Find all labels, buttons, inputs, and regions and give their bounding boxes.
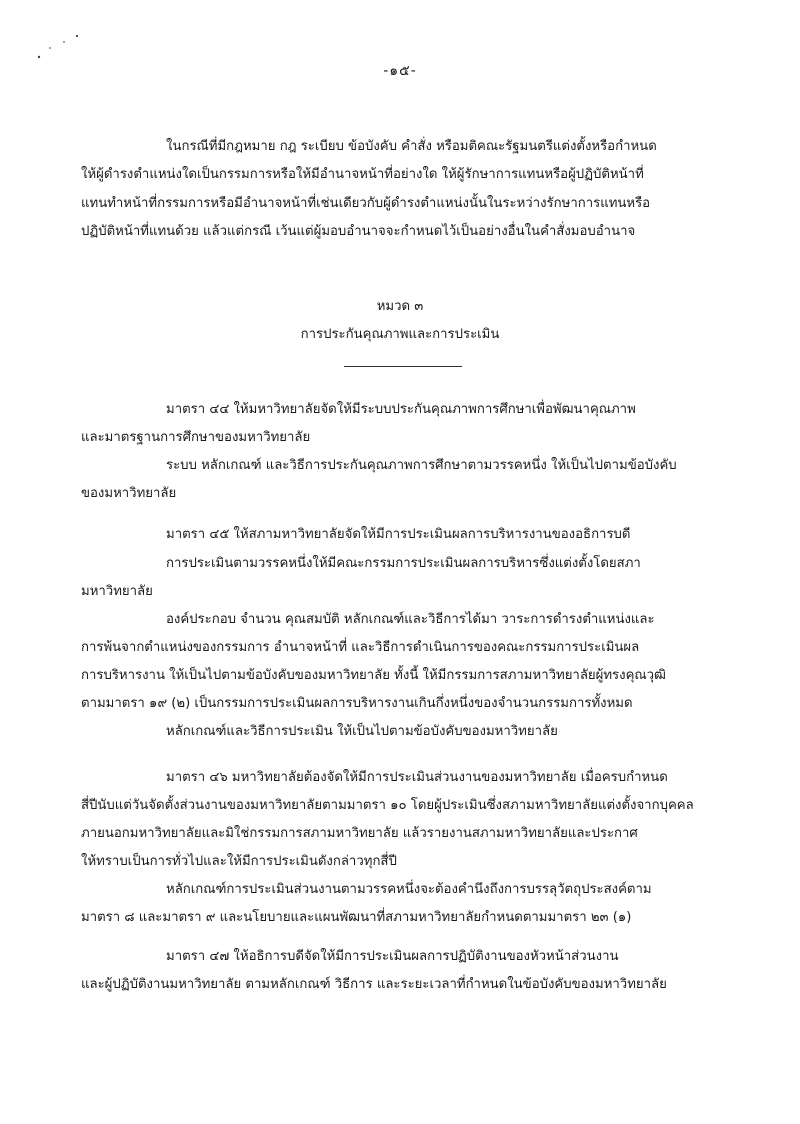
section-47-line: มาตรา ๔๗ ให้อธิการบดีจัดให้มีการประเมินผลการปฏิบัติงานของหัวหน้าส่วนงาน xyxy=(166,949,619,964)
section-45-line: การพ้นจากตำแหน่งของกรรมการ อำนาจหน้าที่ และวิธีการดำเนินการของคณะกรรมการประเมินผล xyxy=(81,640,640,655)
section-45-line: องค์ประกอบ จำนวน คุณสมบัติ หลักเกณฑ์และวิธีการได้มา วาระการดำรงตำแหน่งและ xyxy=(166,612,655,627)
section-46-line: ให้ทราบเป็นการทั่วไปและให้มีการประเมินดังกล่าวทุกสี่ปี xyxy=(81,854,397,869)
section-45-line: ตามมาตรา ๑๙ (๒) เป็นกรรมการประเมินผลการบริหารงานเกินกึ่งหนึ่งของจำนวนกรรมการทั้งหมด xyxy=(81,696,633,711)
section-45-line: มหาวิทยาลัย xyxy=(81,584,153,599)
section-45-line: หลักเกณฑ์และวิธีการประเมิน ให้เป็นไปตามข้อบังคับของมหาวิทยาลัย xyxy=(166,724,558,739)
scan-specks xyxy=(36,30,86,60)
section-44-line: ระบบ หลักเกณฑ์ และวิธีการประกันคุณภาพการศึกษาตามวรรคหนึ่ง ให้เป็นไปตามข้อบังคับ xyxy=(166,458,677,473)
section-46-line: มาตรา ๘ และมาตรา ๙ และนโยบายและแผนพัฒนาที่สภามหาวิทยาลัยกำหนดตามมาตรา ๒๓ (๑) xyxy=(81,910,632,925)
paragraph-line: ในกรณีที่มีกฎหมาย กฎ ระเบียบ ข้อบังคับ คำสั่ง หรือมติคณะรัฐมนตรีแต่งตั้งหรือกำหนด xyxy=(166,139,657,154)
paragraph-line: แทนทำหน้าที่กรรมการหรือมีอำนาจหน้าที่เช่นเดียวกับผู้ดำรงตำแหน่งนั้นในระหว่างรักษาการแทนหรือ xyxy=(81,196,651,211)
heading-divider xyxy=(344,366,462,367)
page-number: -๑๕- xyxy=(383,63,417,79)
paragraph-line: ปฏิบัติหน้าที่แทนด้วย แล้วแต่กรณี เว้นแต่ผู้มอบอำนาจจะกำหนดไว้เป็นอย่างอื่นในคำสั่งมอบอำนาจ xyxy=(81,224,636,239)
section-46-line: มาตรา ๔๖ มหาวิทยาลัยต้องจัดให้มีการประเมินส่วนงานของมหาวิทยาลัย เมื่อครบกำหนด xyxy=(166,770,668,785)
section-45-line: การบริหารงาน ให้เป็นไปตามข้อบังคับของมหาวิทยาลัย ทั้งนี้ ให้มีกรรมการสภามหาวิทยาลัยผู้ทรงคุณวุฒิ xyxy=(81,668,666,683)
section-46-line: สี่ปีนับแต่วันจัดตั้งส่วนงานของมหาวิทยาลัยตามมาตรา ๑๐ โดยผู้ประเมินซึ่งสภามหาวิทยาลัยแต่งตั้งจากบุคคล xyxy=(81,798,694,813)
section-44-line: มาตรา ๔๔ ให้มหาวิทยาลัยจัดให้มีระบบประกันคุณภาพการศึกษาเพื่อพัฒนาคุณภาพ xyxy=(166,402,636,417)
section-46-line: หลักเกณฑ์การประเมินส่วนงานตามวรรคหนึ่งจะต้องคำนึงถึงการบรรลุวัตถุประสงค์ตาม xyxy=(166,882,652,897)
chapter-number: หมวด ๓ xyxy=(376,299,424,314)
section-45-line: การประเมินตามวรรคหนึ่งให้มีคณะกรรมการประเมินผลการบริหารซึ่งแต่งตั้งโดยสภา xyxy=(166,556,641,571)
section-44-line: ของมหาวิทยาลัย xyxy=(81,486,177,501)
section-45-line: มาตรา ๔๕ ให้สภามหาวิทยาลัยจัดให้มีการประเมินผลการบริหารงานของอธิการบดี xyxy=(166,527,631,542)
section-47-line: และผู้ปฏิบัติงานมหาวิทยาลัย ตามหลักเกณฑ์ วิธีการ และระยะเวลาที่กำหนดในข้อบังคับของมหาวิทยาลัย xyxy=(81,977,667,992)
paragraph-line: ให้ผู้ดำรงตำแหน่งใดเป็นกรรมการหรือให้มีอำนาจหน้าที่อย่างใด ให้ผู้รักษาการแทนหรือผู้ปฏิบัติหน้าที่ xyxy=(81,167,644,182)
section-44-line: และมาตรฐานการศึกษาของมหาวิทยาลัย xyxy=(81,430,311,445)
section-46-line: ภายนอกมหาวิทยาลัยและมิใช่กรรมการสภามหาวิทยาลัย แล้วรายงานสภามหาวิทยาลัยและประกาศ xyxy=(81,826,638,841)
chapter-title: การประกันคุณภาพและการประเมิน xyxy=(300,327,500,342)
